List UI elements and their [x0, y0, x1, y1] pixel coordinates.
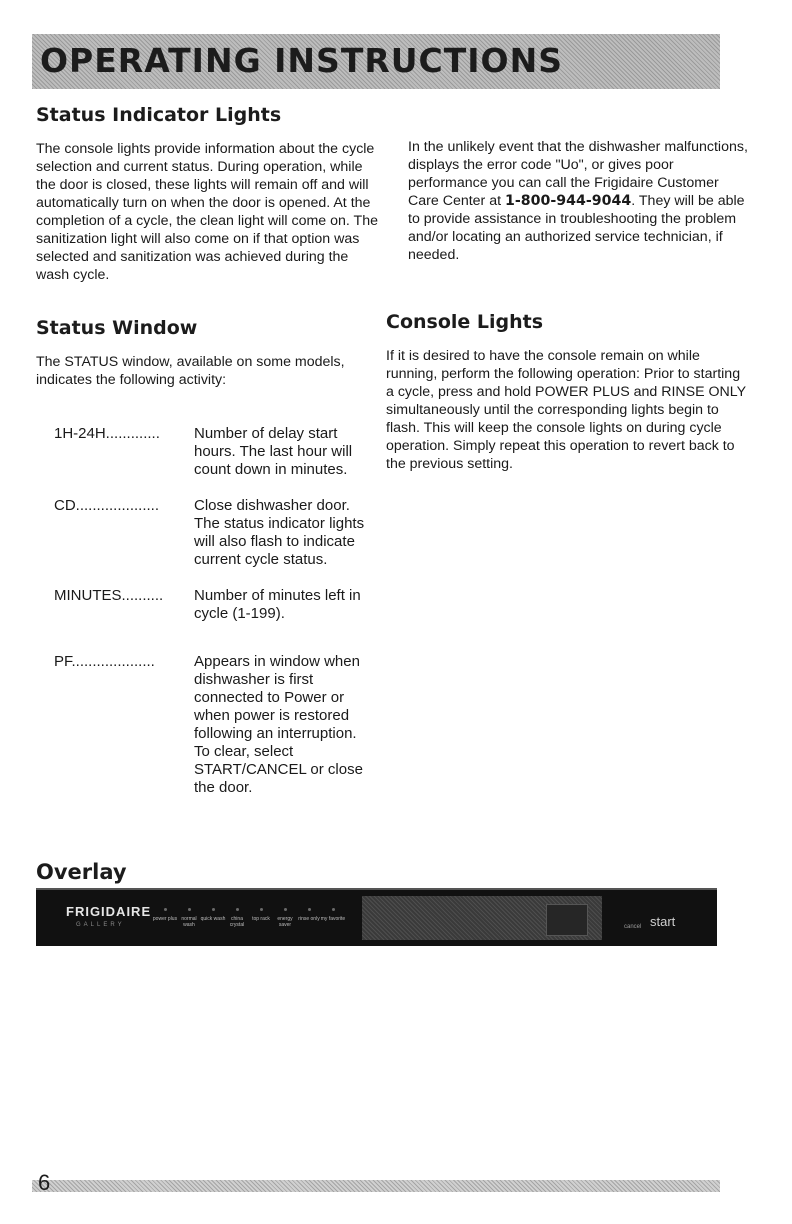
page-number: 6: [38, 1170, 51, 1195]
status-window-intro: The STATUS window, available on some models, indicates the following activity:: [36, 354, 345, 388]
panel-button-label: china crystal: [229, 916, 245, 928]
status-code: CD....................: [54, 497, 160, 514]
status-window-list: [36, 425, 381, 797]
panel-button-label: my favorite: [320, 916, 346, 922]
panel-button-label: normal wash: [181, 916, 197, 928]
console-lights-body: If it is desired to have the console remain on while running, perform the following operation: Prior to starting a cycle, press and hold POWER PLUS and RINSE ONLY simultaneously until the corresponding lights begin to flash. This will keep the console lights on during cycle operation. Simply repeat this operation to revert back to the previous setting.: [386, 348, 746, 472]
brand-logo: FRIGIDAIRE: [66, 904, 152, 919]
console-lights-heading: Console Lights: [386, 311, 544, 333]
error-note-text-end: . They will be able to provide assistance in troubleshooting the problem and/or locating an authorized service technician, if needed.: [408, 193, 745, 263]
status-code: MINUTES..........: [54, 587, 164, 604]
status-code: PF....................: [54, 653, 155, 670]
status-description: Number of minutes left in cycle (1-199).: [194, 587, 361, 622]
indicator-dot: [260, 908, 263, 911]
panel-button-label: top rack: [252, 916, 270, 922]
footer-bar: [32, 1180, 720, 1192]
brand-subtitle: GALLERY: [76, 922, 125, 928]
panel-button-label: quick wash: [200, 916, 226, 922]
left-column: [36, 104, 381, 815]
list-item: [36, 653, 381, 797]
panel-button-label: rinse only: [298, 916, 320, 922]
indicator-dot: [188, 908, 191, 911]
phone-number: 1-800-944-9044: [505, 193, 632, 209]
start-label: start: [650, 914, 676, 929]
panel-button-label: power plus: [152, 916, 178, 922]
overlay-heading: Overlay: [36, 860, 127, 884]
status-indicator-body: The console lights provide information about the cycle selection and current status. During operation, while the door is closed, these lights will remain off and will automatically turn on when the door is opened. At the completion of a cycle, the clean light will come on. The sanitization light will also come on if that option was selected and sanitization was achieved during the wash cycle.: [36, 141, 378, 283]
panel-button-label: energy saver: [277, 916, 293, 928]
right-column: [408, 138, 753, 264]
indicator-dot: [164, 908, 167, 911]
indicator-dot: [308, 908, 311, 911]
list-item: [36, 497, 381, 569]
indicator-dot: [212, 908, 215, 911]
status-description: Close dishwasher door. The status indicator lights will also flash to indicate current cycle status.: [194, 497, 365, 568]
status-code: 1H-24H.............: [54, 425, 160, 442]
status-window-display: [546, 904, 588, 936]
indicator-dot: [236, 908, 239, 911]
section-banner: [32, 34, 720, 89]
status-description: Appears in window when dishwasher is first connected to Power or when power is restored following an interruption. To clear, select START/CANCEL or close the door.: [194, 653, 363, 796]
cancel-label: cancel: [624, 924, 642, 930]
status-indicator-heading: Status Indicator Lights: [36, 104, 282, 126]
list-item: [36, 587, 381, 623]
control-panel-image: [36, 888, 717, 946]
indicator-dot: [332, 908, 335, 911]
list-item: [36, 425, 381, 479]
status-window-heading: Status Window: [36, 317, 198, 339]
indicator-dot: [284, 908, 287, 911]
error-note-text: In the unlikely event that the dishwasher malfunctions, displays the error code "Uo", or gives poor performance you can call the Frigidaire Customer Care Center at: [408, 139, 748, 209]
error-note: [408, 138, 753, 264]
status-description: Number of delay start hours. The last hour will count down in minutes.: [194, 425, 353, 478]
page-title: OPERATING INSTRUCTIONS: [40, 41, 563, 80]
